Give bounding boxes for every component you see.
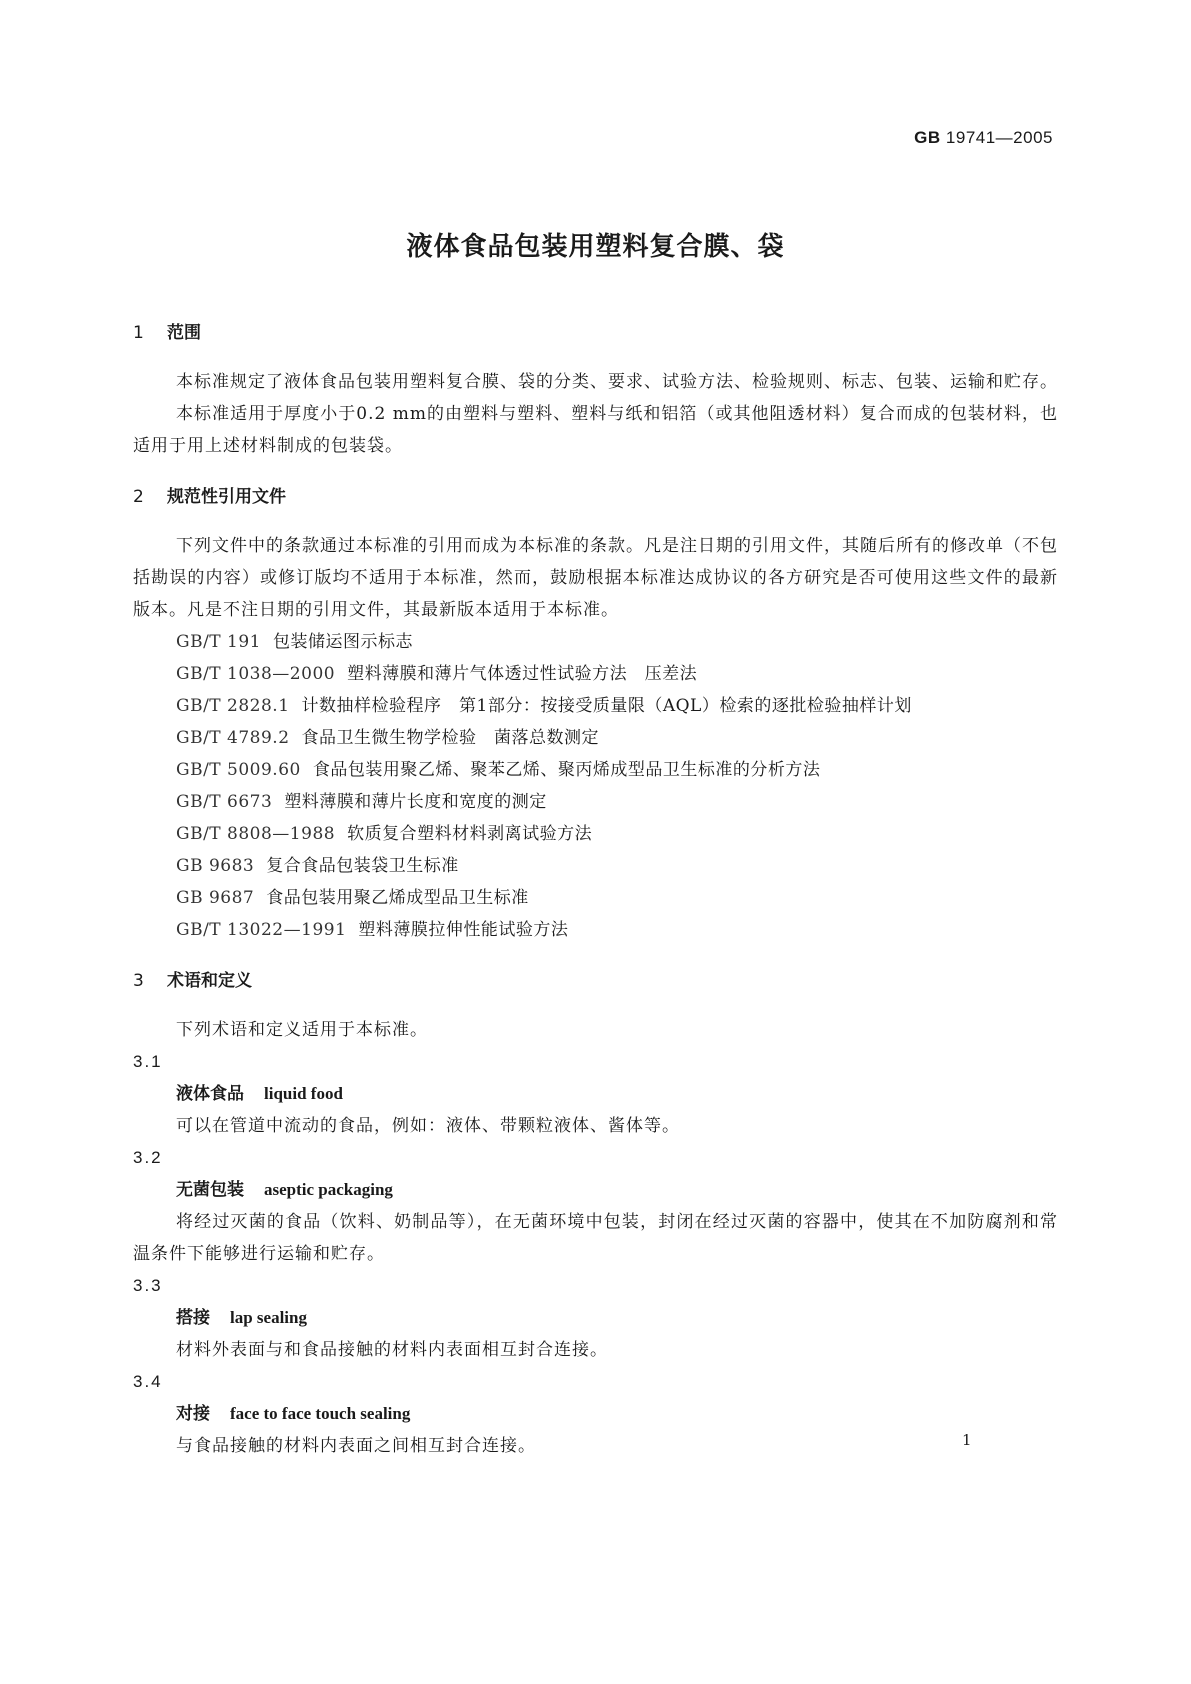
reference-code: GB/T 191 <box>176 632 261 652</box>
paragraph: 本标准适用于厚度小于0.2 mm的由塑料与塑料、塑料与纸和铝箔（或其他阻透材料）复合而成的包装材料，也适用于用上述材料制成的包装袋。 <box>133 404 1058 456</box>
reference-name: 计数抽样检验程序 第1部分：按接受质量限（AQL）检索的逐批检验抽样计划 <box>301 696 912 716</box>
term-entry <box>133 1270 1058 1366</box>
reference-name: 食品卫生微生物学检验 菌落总数测定 <box>301 728 600 748</box>
section-title: 范围 <box>167 323 201 343</box>
term-number: 3.1 <box>133 1052 163 1071</box>
term-entry <box>133 1142 1058 1270</box>
section-1-heading <box>133 318 1058 348</box>
reference-name: 塑料薄膜和薄片长度和宽度的测定 <box>284 792 547 812</box>
reference-item <box>133 914 1058 946</box>
standard-code: 19741—2005 <box>945 128 1053 147</box>
standard-prefix: GB <box>914 128 941 147</box>
section-3-heading <box>133 966 1058 996</box>
reference-code: GB 9687 <box>176 888 255 908</box>
section-number: 1 <box>133 323 144 343</box>
section-title: 规范性引用文件 <box>167 487 286 507</box>
page-number: 1 <box>962 1431 972 1449</box>
document-body <box>133 318 1058 1462</box>
term-number: 3.3 <box>133 1276 163 1295</box>
reference-item <box>133 722 1058 754</box>
reference-code: GB/T 1038—2000 <box>176 664 336 684</box>
paragraph: 下列文件中的条款通过本标准的引用而成为本标准的条款。凡是注日期的引用文件，其随后所有的修改单（不包括勘误的内容）或修订版均不适用于本标准，然而，鼓励根据本标准达成协议的各方研究是否可使用这些文件的最新版本。凡是不注日期的引用文件，其最新版本适用于本标准。 <box>133 536 1058 620</box>
term-zh: 对接 <box>176 1404 210 1424</box>
reference-item <box>133 626 1058 658</box>
reference-code: GB/T 2828.1 <box>176 696 290 716</box>
term-en: face to face touch sealing <box>230 1404 411 1423</box>
section-number: 2 <box>133 487 144 507</box>
term-number: 3.2 <box>133 1148 163 1167</box>
reference-item <box>133 754 1058 786</box>
reference-code: GB/T 4789.2 <box>176 728 290 748</box>
reference-name: 食品包装用聚乙烯、聚苯乙烯、聚丙烯成型品卫生标准的分析方法 <box>312 760 821 780</box>
term-en: liquid food <box>264 1084 343 1103</box>
reference-item <box>133 882 1058 914</box>
reference-item <box>133 850 1058 882</box>
standard-number <box>914 128 1053 148</box>
term-en: aseptic packaging <box>264 1180 393 1199</box>
reference-item <box>133 786 1058 818</box>
term-definition: 材料外表面与和食品接触的材料内表面相互封合连接。 <box>176 1340 608 1360</box>
term-entry <box>133 1366 1058 1462</box>
reference-code: GB 9683 <box>176 856 255 876</box>
section-2-heading <box>133 482 1058 512</box>
section-title: 术语和定义 <box>167 971 252 991</box>
term-definition: 与食品接触的材料内表面之间相互封合连接。 <box>176 1436 536 1456</box>
term-number: 3.4 <box>133 1372 163 1391</box>
reference-name: 塑料薄膜拉伸性能试验方法 <box>358 920 569 940</box>
section-number: 3 <box>133 971 144 991</box>
reference-code: GB/T 6673 <box>176 792 273 812</box>
reference-list <box>133 626 1058 946</box>
term-definition: 可以在管道中流动的食品，例如：液体、带颗粒液体、酱体等。 <box>176 1116 680 1136</box>
reference-name: 软质复合塑料材料剥离试验方法 <box>347 824 593 844</box>
term-name <box>133 1174 1058 1206</box>
reference-name: 食品包装用聚乙烯成型品卫生标准 <box>266 888 529 908</box>
paragraph: 下列术语和定义适用于本标准。 <box>176 1020 428 1040</box>
reference-code: GB/T 5009.60 <box>176 760 301 780</box>
document-title: 液体食品包装用塑料复合膜、袋 <box>406 232 785 262</box>
reference-item <box>133 690 1058 722</box>
reference-code: GB/T 13022—1991 <box>176 920 347 940</box>
term-en: lap sealing <box>230 1308 307 1327</box>
reference-code: GB/T 8808—1988 <box>176 824 336 844</box>
term-zh: 液体食品 <box>176 1084 244 1104</box>
term-zh: 无菌包装 <box>176 1180 244 1200</box>
term-zh: 搭接 <box>176 1308 210 1328</box>
term-name <box>133 1078 1058 1110</box>
term-name <box>133 1398 1058 1430</box>
reference-item <box>133 818 1058 850</box>
term-name <box>133 1302 1058 1334</box>
paragraph: 本标准规定了液体食品包装用塑料复合膜、袋的分类、要求、试验方法、检验规则、标志、包装、运输和贮存。 <box>176 372 1058 392</box>
reference-name: 塑料薄膜和薄片气体透过性试验方法 压差法 <box>347 664 698 684</box>
term-definition: 将经过灭菌的食品（饮料、奶制品等），在无菌环境中包装，封闭在经过灭菌的容器中，使其在不加防腐剂和常温条件下能够进行运输和贮存。 <box>133 1212 1058 1264</box>
reference-name: 复合食品包装袋卫生标准 <box>266 856 459 876</box>
reference-name: 包装储运图示标志 <box>273 632 413 652</box>
term-entry <box>133 1046 1058 1142</box>
reference-item <box>133 658 1058 690</box>
